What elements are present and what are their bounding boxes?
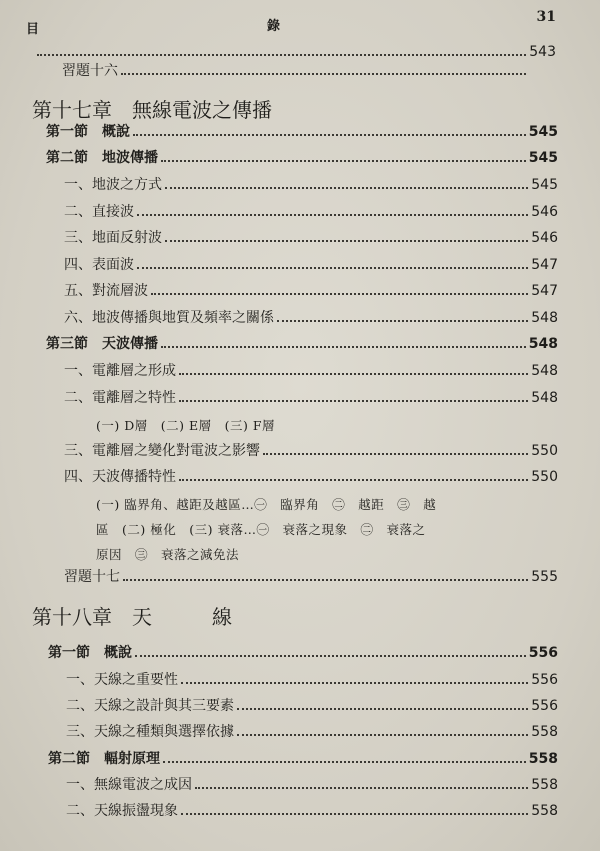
toc-item[interactable] bbox=[66, 802, 558, 820]
leader-dots bbox=[121, 73, 526, 75]
toc-text: 一、地波之方式 bbox=[64, 177, 162, 193]
toc-item[interactable] bbox=[66, 671, 558, 689]
toc-text: 第三節 天波傳播 bbox=[46, 336, 158, 352]
toc-text: 習題十六 bbox=[62, 63, 118, 79]
toc-text: 二、天線之設計與其三要素 bbox=[66, 698, 234, 714]
leader-dots bbox=[161, 346, 526, 348]
toc-text: 二、電離層之特性 bbox=[64, 390, 176, 406]
toc-item[interactable] bbox=[64, 176, 558, 194]
toc-page: 545 bbox=[531, 177, 558, 193]
toc-text: 四、天波傳播特性 bbox=[64, 469, 176, 485]
leader-dots bbox=[165, 187, 528, 189]
toc-item[interactable] bbox=[64, 203, 558, 221]
toc-text: 一、電離層之形成 bbox=[64, 363, 176, 379]
leader-dots bbox=[277, 320, 528, 322]
toc-subitems-line-1: (一) 臨界角、越距及越區…㊀ 臨界角 ㊁ 越距 ㊂ 越 bbox=[96, 497, 437, 512]
header-left-label: 目 bbox=[26, 22, 40, 37]
toc-text: 習題十七 bbox=[64, 569, 120, 585]
toc-page: 548 bbox=[531, 363, 558, 379]
toc-subitems-layers: (一) D層 (二) E層 (三) F層 bbox=[96, 418, 276, 433]
chapter-17-title[interactable]: 第十七章 無線電波之傳播 bbox=[32, 98, 272, 122]
toc-text: 三、天線之種類與選擇依據 bbox=[66, 724, 234, 740]
toc-text: 第一節 概說 bbox=[48, 645, 132, 661]
toc-page: 556 bbox=[531, 672, 558, 688]
toc-page: 558 bbox=[528, 751, 558, 767]
toc-page: 545 bbox=[528, 150, 558, 166]
toc-text: 一、天線之重要性 bbox=[66, 672, 178, 688]
toc-section-17-1[interactable] bbox=[46, 123, 558, 141]
toc-section-17-2[interactable] bbox=[46, 149, 558, 167]
toc-text: 三、電離層之變化對電波之影響 bbox=[64, 443, 260, 459]
toc-text: 四、表面波 bbox=[64, 257, 134, 273]
toc-page: 550 bbox=[531, 469, 558, 485]
toc-item[interactable] bbox=[66, 723, 558, 741]
page-number: 31 bbox=[536, 9, 556, 25]
toc-entry-prev-line bbox=[34, 43, 556, 61]
toc-text: 五、對流層波 bbox=[64, 283, 148, 299]
toc-item[interactable] bbox=[64, 256, 558, 274]
leader-dots bbox=[135, 655, 526, 657]
leader-dots bbox=[123, 579, 528, 581]
toc-item[interactable] bbox=[64, 389, 558, 407]
toc-entry-exercise-16[interactable] bbox=[62, 62, 556, 80]
toc-item[interactable] bbox=[66, 697, 558, 715]
toc-page: 556 bbox=[531, 698, 558, 714]
toc-page: 556 bbox=[528, 645, 558, 661]
leader-dots bbox=[181, 813, 528, 815]
toc-page: 558 bbox=[531, 803, 558, 819]
toc-text: 二、直接波 bbox=[64, 204, 134, 220]
toc-text: 第一節 概說 bbox=[46, 124, 130, 140]
toc-item[interactable] bbox=[64, 229, 558, 247]
toc-item[interactable] bbox=[64, 468, 558, 486]
toc-subitems-line-2: 區 (二) 極化 (三) 衰落…㊀ 衰落之現象 ㊁ 衰落之 bbox=[96, 522, 426, 537]
leader-dots bbox=[133, 134, 526, 136]
toc-page: 550 bbox=[531, 443, 558, 459]
toc-page: 547 bbox=[531, 283, 558, 299]
toc-page: 558 bbox=[531, 724, 558, 740]
toc-text: 第二節 地波傳播 bbox=[46, 150, 158, 166]
leader-dots bbox=[179, 400, 528, 402]
toc-item[interactable] bbox=[66, 776, 558, 794]
leader-dots bbox=[237, 708, 528, 710]
leader-dots bbox=[137, 214, 528, 216]
leader-dots bbox=[181, 682, 528, 684]
leader-dots bbox=[163, 761, 526, 763]
leader-dots bbox=[237, 734, 528, 736]
toc-page: 548 bbox=[531, 390, 558, 406]
toc-item[interactable] bbox=[64, 442, 558, 460]
toc-page: 546 bbox=[531, 230, 558, 246]
toc-page: 555 bbox=[531, 569, 558, 585]
toc-text: 六、地波傳播與地質及頻率之關係 bbox=[64, 310, 274, 326]
leader-dots bbox=[161, 160, 526, 162]
leader-dots bbox=[179, 479, 528, 481]
leader-dots bbox=[151, 293, 528, 295]
toc-item[interactable] bbox=[64, 309, 558, 327]
toc-section-17-3[interactable] bbox=[46, 335, 558, 353]
toc-section-18-1[interactable] bbox=[48, 644, 558, 662]
toc-subitems-line-3: 原因 ㊂ 衰落之減免法 bbox=[96, 547, 240, 562]
leader-dots bbox=[195, 787, 528, 789]
toc-text: 一、無線電波之成因 bbox=[66, 777, 192, 793]
toc-page: 543 bbox=[529, 44, 556, 60]
leader-dots bbox=[37, 54, 526, 56]
leader-dots bbox=[179, 373, 528, 375]
toc-entry-exercise-17[interactable] bbox=[64, 568, 558, 586]
toc-text: 二、天線振盪現象 bbox=[66, 803, 178, 819]
toc-page: 547 bbox=[531, 257, 558, 273]
toc-page: 545 bbox=[528, 124, 558, 140]
toc-text: 三、地面反射波 bbox=[64, 230, 162, 246]
leader-dots bbox=[165, 240, 528, 242]
toc-page: 546 bbox=[531, 204, 558, 220]
chapter-18-title[interactable]: 第十八章 天 線 bbox=[32, 605, 232, 629]
toc-page: 548 bbox=[531, 310, 558, 326]
leader-dots bbox=[263, 453, 528, 455]
toc-item[interactable] bbox=[64, 362, 558, 380]
toc-page: 558 bbox=[531, 777, 558, 793]
toc-item[interactable] bbox=[64, 282, 558, 300]
toc-text: 第二節 輻射原理 bbox=[48, 751, 160, 767]
header-center-label: 錄 bbox=[267, 19, 281, 34]
toc-page: 548 bbox=[528, 336, 558, 352]
toc-section-18-2[interactable] bbox=[48, 750, 558, 768]
leader-dots bbox=[137, 267, 528, 269]
